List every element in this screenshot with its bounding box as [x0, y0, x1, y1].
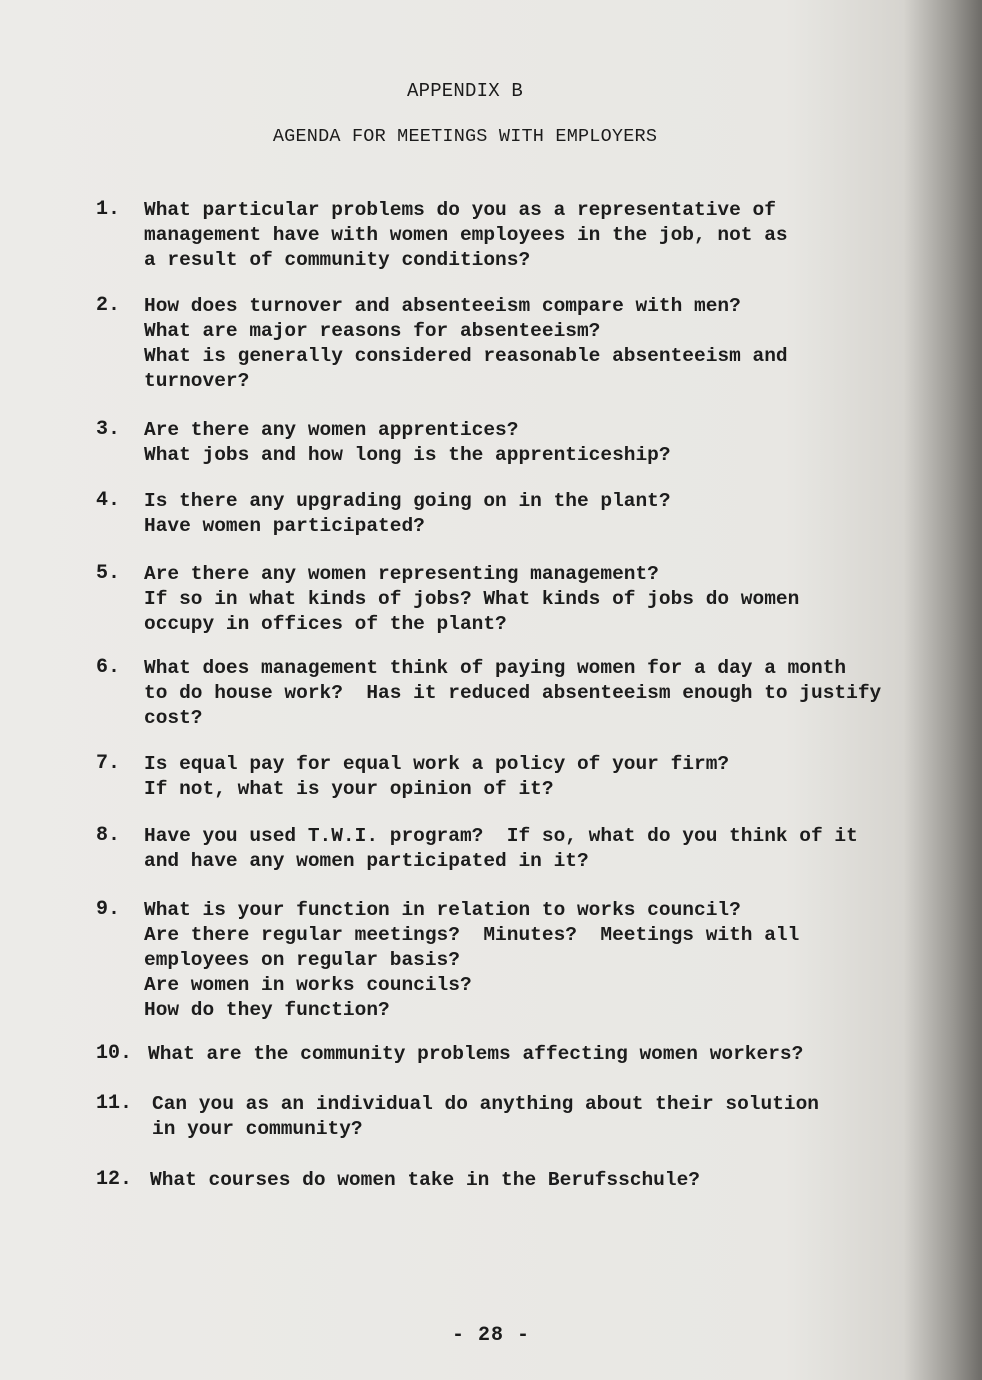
item-line: Is there any upgrading going on in the plant?: [144, 490, 671, 512]
item-line: Have you used T.W.I. program? If so, what do you think of it: [144, 825, 858, 847]
item-line: What courses do women take in the Berufsschule?: [150, 1169, 700, 1191]
page-number: - 28 -: [451, 1324, 530, 1347]
item-line: turnover?: [144, 370, 250, 392]
item-number: 6.: [96, 656, 121, 679]
item-line: What particular problems do you as a representative of: [144, 199, 776, 221]
item-line: employees on regular basis?: [144, 949, 460, 971]
item-line: Are there regular meetings? Minutes? Meetings with all: [144, 924, 800, 946]
item-number: 4.: [96, 489, 121, 512]
item-number: 11.: [96, 1092, 133, 1115]
item-line: What does management think of paying women for a day a month: [144, 657, 847, 679]
item-number: 12.: [96, 1168, 133, 1191]
item-number: 7.: [96, 752, 121, 775]
item-line: Have women participated?: [144, 515, 425, 537]
item-number: 10.: [96, 1042, 133, 1065]
item-line: Is equal pay for equal work a policy of your firm?: [144, 753, 730, 775]
item-line: Are women in works councils?: [144, 974, 472, 996]
item-line: What is your function in relation to works council?: [144, 899, 741, 921]
item-number: 5.: [96, 562, 121, 585]
agenda-title: AGENDA FOR MEETINGS WITH EMPLOYERS: [272, 126, 658, 147]
item-line: What jobs and how long is the apprenticeship?: [144, 444, 671, 466]
item-line: a result of community conditions?: [144, 249, 531, 271]
item-line: Are there any women representing management?: [144, 563, 659, 585]
item-line: What are the community problems affecting women workers?: [148, 1043, 804, 1065]
item-line: What are major reasons for absenteeism?: [144, 320, 601, 342]
item-line: management have with women employees in the job, not as: [144, 224, 788, 246]
item-number: 2.: [96, 294, 121, 317]
item-line: in your community?: [152, 1118, 363, 1140]
item-line: If so in what kinds of jobs? What kinds of jobs do women: [144, 588, 800, 610]
item-line: to do house work? Has it reduced absenteeism enough to justify: [144, 682, 882, 704]
item-line: occupy in offices of the plant?: [144, 613, 507, 635]
item-line: What is generally considered reasonable absenteeism and: [144, 345, 788, 367]
item-line: cost?: [144, 707, 203, 729]
item-number: 1.: [96, 198, 121, 221]
item-line: and have any women participated in it?: [144, 850, 589, 872]
item-line: Can you as an individual do anything about their solution: [152, 1093, 820, 1115]
item-number: 8.: [96, 824, 121, 847]
item-line: If not, what is your opinion of it?: [144, 778, 554, 800]
appendix-title: APPENDIX B: [406, 80, 524, 102]
item-number: 9.: [96, 898, 121, 921]
item-number: 3.: [96, 418, 121, 441]
item-line: Are there any women apprentices?: [144, 419, 519, 441]
item-line: How do they function?: [144, 999, 390, 1021]
item-line: How does turnover and absenteeism compare with men?: [144, 295, 741, 317]
